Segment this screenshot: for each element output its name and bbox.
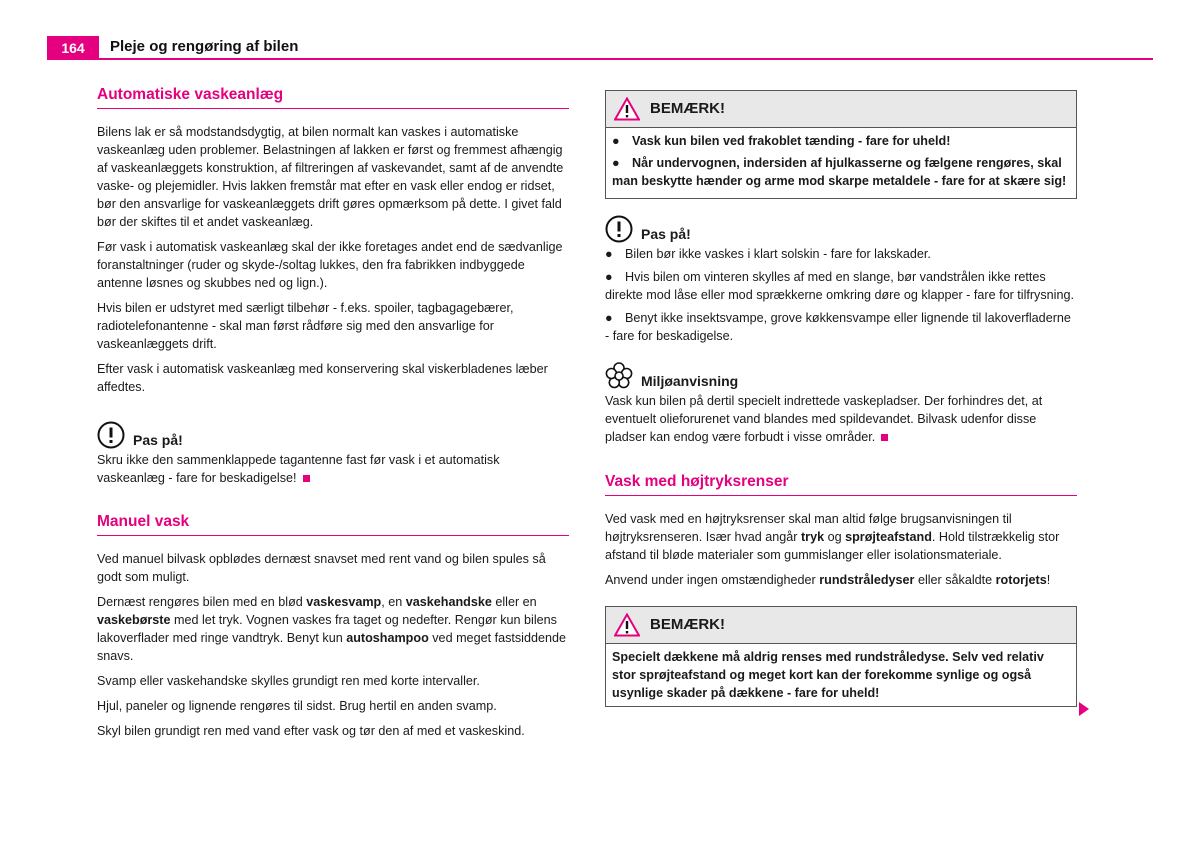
right-column: [605, 90, 1077, 723]
warning-triangle-icon: [614, 613, 640, 637]
caution-text: Skru ikke den sammenklappede tagantenne fast før vask i et automatisk vaskeanlæg - fare for beskadigelse!: [97, 453, 500, 485]
paragraph: Anvend under ingen omstændigheder rundstråledyser eller såkaldte rotorjets!: [605, 573, 1051, 587]
section-heading-pressure-washer: Vask med højtryksrenser: [605, 473, 1077, 496]
caution-icon: [605, 215, 633, 243]
caution-heading: [605, 215, 1077, 243]
paragraph: Hjul, paneler og lignende rengøres til sidst. Brug hertil en anden svamp.: [97, 699, 497, 713]
paragraph: Ved vask med en højtryksrenser skal man altid følge brugsanvisningen til højtryksrenseren. Især hvad angår tryk og sprøjteafstand. Hold tilstrækkelig stor afstand til bløde materialer som gummislanger eller isolationsmateriale.: [605, 512, 1060, 562]
list-item: ● Benyt ikke insektsvampe, grove køkkensvampe eller lignende til lakoverfladerne - fare for beskadigelse.: [605, 311, 1071, 343]
flower-icon: [605, 362, 633, 390]
bullet-icon: ●: [605, 311, 613, 325]
warning-title: BEMÆRK!: [650, 100, 725, 117]
bullet-icon: ●: [612, 134, 620, 148]
page-number: 164: [47, 36, 99, 60]
caution-title: Pas på!: [133, 432, 183, 448]
environment-heading: [605, 362, 1077, 390]
warning-header: [606, 91, 1076, 128]
bullet-icon: ●: [605, 247, 613, 261]
warning-title: BEMÆRK!: [650, 616, 725, 633]
paragraph: Efter vask i automatisk vaskeanlæg med konservering skal viskerbladenes læber affedtes.: [97, 362, 548, 394]
paragraph: Svamp eller vaskehandske skylles grundigt ren med korte intervaller.: [97, 674, 480, 688]
environment-title: Miljøanvisning: [641, 373, 739, 389]
section-heading-manual-wash: Manuel vask: [97, 513, 569, 536]
end-marker-icon: [303, 475, 310, 482]
paragraph: Skyl bilen grundigt ren med vand efter vask og tør den af med et vaskeskind.: [97, 724, 525, 738]
warning-box: [605, 90, 1077, 199]
left-column: [97, 86, 569, 747]
warning-box: [605, 606, 1077, 707]
end-marker-icon: [881, 434, 888, 441]
warning-header: [606, 607, 1076, 644]
warning-body: ● Vask kun bilen ved frakoblet tænding - fare for uheld! ● Når undervognen, indersiden af hjulkasserne og fælgene rengøres, skal man beskytte hænder og arme mod skarpe metaldele - fare for at skære sig!: [612, 134, 1067, 188]
section-heading-automatic-wash: Automatiske vaskeanlæg: [97, 86, 569, 109]
environment-text: Vask kun bilen på dertil specielt indrettede vaskepladser. Der forhindres det, at eventuelt olieforurenet vand blandes med spildevandet. Bilvask udenfor disse pladser kan endog være forbudt i visse områder.: [605, 394, 1043, 444]
page-title: Pleje og rengøring af bilen: [110, 38, 299, 55]
paragraph: Ved manuel bilvask opblødes dernæst snavset med rent vand og bilen spules så godt som muligt.: [97, 552, 546, 584]
warning-triangle-icon: [614, 97, 640, 121]
paragraph: Bilens lak er så modstandsdygtig, at bilen normalt kan vaskes i automatiske vaskeanlæg uden problemer. Belastningen af lakken er først og fremmest afhængig af vaskeanlæggets konstruktion, af filtreringen af vaskevandet, samt af de anvendte vaske- og plejemidler. Hvis lakken fremstår mat efter en vask eller endog er ridset, bør den ansvarlige for vaskeanlæggets drift gøres opmærksom på dette. I givet fald bør der skiftes til et andet vaskeanlæg.: [97, 125, 564, 229]
list-item: ● Hvis bilen om vinteren skylles af med en slange, bør vandstrålen ikke rettes direkte mod låse eller mod sprækkerne omkring døre og klapper - fare for tilfrysning.: [605, 270, 1074, 302]
paragraph: Før vask i automatisk vaskeanlæg skal der ikke foretages andet end de sædvanlige foranstaltninger (ruder og skyde-/soltag lukkes, den fra fabrikken indbyggede antenne løsnes og skubbes ned og lign.).: [97, 240, 563, 290]
bullet-icon: ●: [612, 156, 620, 170]
paragraph: Dernæst rengøres bilen med en blød vaskesvamp, en vaskehandske eller en vaskebørste med let tryk. Vognen vaskes fra taget og nedefter. Rengør kun bilens lakoverflader med ringe vandtryk. Benyt kun autoshampoo ved meget fastsiddende snavs.: [97, 595, 566, 663]
bullet-icon: ●: [605, 270, 613, 284]
caution-title: Pas på!: [641, 226, 691, 242]
header-rule: [47, 58, 1153, 60]
warning-body: Specielt dækkene må aldrig renses med rundstråledyse. Selv ved relativ stor sprøjteafstand og meget kort kan der forekomme synlige og også usynlige skader på dækkene - fare for uheld!: [612, 650, 1044, 700]
caution-heading: [97, 421, 569, 449]
caution-icon: [97, 421, 125, 449]
list-item: ● Bilen bør ikke vaskes i klart solskin - fare for lakskader.: [605, 247, 931, 261]
continue-arrow-icon: [1079, 702, 1089, 716]
paragraph: Hvis bilen er udstyret med særligt tilbehør - f.eks. spoiler, tagbagagebærer, radiotelefonantenne - skal man først rådføre sig med den ansvarlige for vaskeanlæggets drift.: [97, 301, 514, 351]
